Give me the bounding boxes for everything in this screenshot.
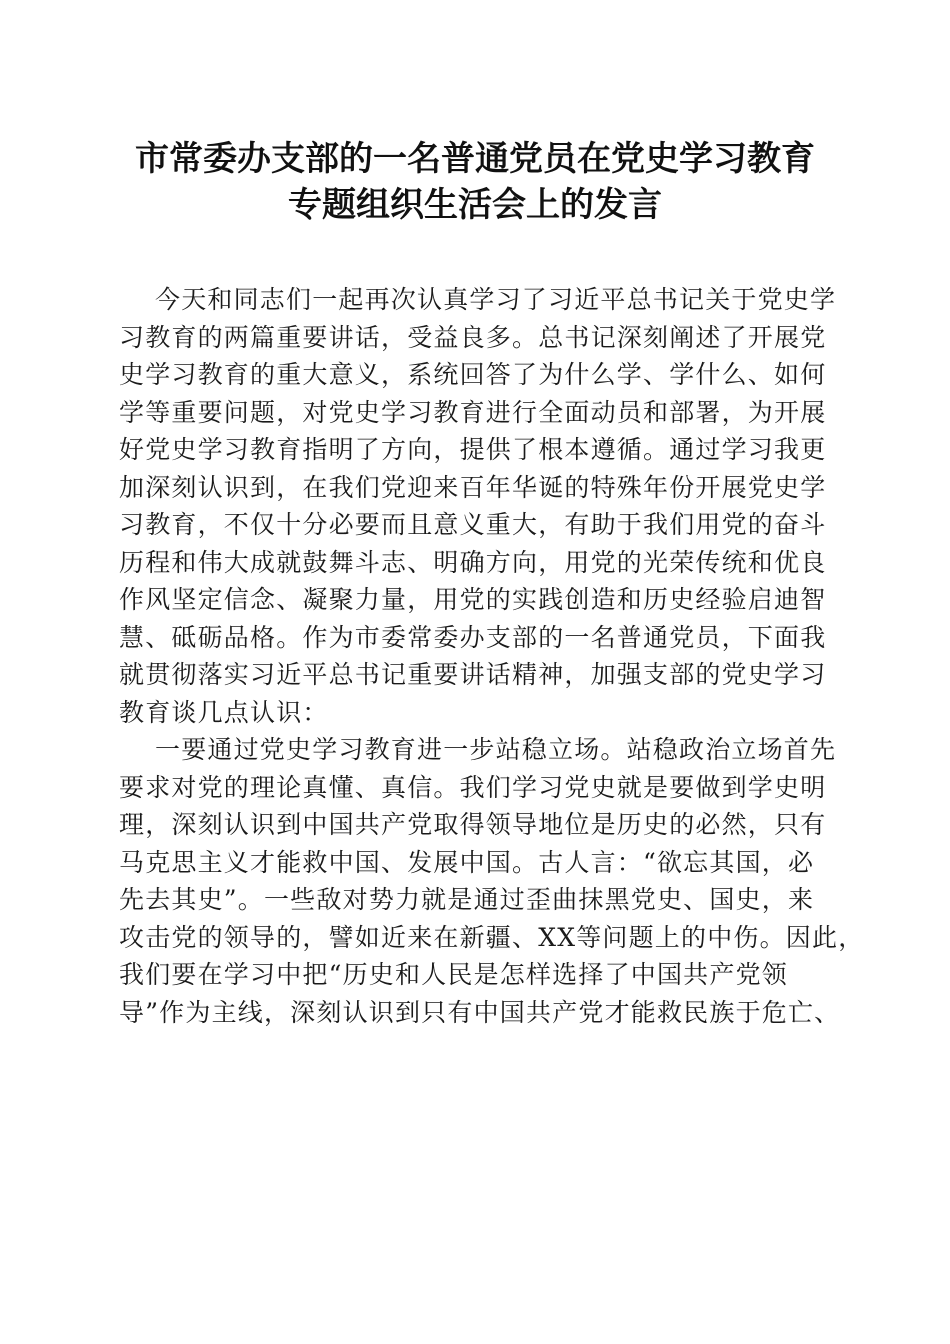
text-line: 我们要在学习中把“历史和人民是怎样选择了中国共产党领 <box>119 960 788 989</box>
document-title <box>100 136 850 228</box>
text-line: 一要通过党史学习教育进一步站稳立场。站稳政治立场首先 <box>155 735 837 764</box>
text-line: 理，深刻认识到中国共产党取得领导地位是历史的必然，只有 <box>119 810 827 839</box>
text-line: 先去其史”。一些敌对势力就是通过歪曲抹黑党史、国史，来 <box>119 885 815 914</box>
text-line: 攻击党的领导的，譬如近来在新疆、XX等问题上的中伤。因此， <box>119 922 865 952</box>
text-line: 慧、砥砺品格。作为市委常委办支部的一名普通党员，下面我 <box>119 622 827 652</box>
text-line: 就贯彻落实习近平总书记重要讲话精神，加强支部的党史学习 <box>119 660 827 689</box>
text-line: 作风坚定信念、凝聚力量，用党的实践创造和历史经验启迪智 <box>119 585 827 614</box>
text-line: 习教育的两篇重要讲话，受益良多。总书记深刻阐述了开展党 <box>119 322 827 352</box>
text-line: 习教育，不仅十分必要而且意义重大，有助于我们用党的奋斗 <box>119 510 827 539</box>
text-line: 加深刻认识到，在我们党迎来百年华诞的特殊年份开展党史学 <box>119 472 827 502</box>
text-line: 今天和同志们一起再次认真学习了习近平总书记关于党史学 <box>155 285 837 314</box>
text-line: 学等重要问题，对党史学习教育进行全面动员和部署，为开展 <box>119 397 827 427</box>
text-line: 马克思主义才能救中国、发展中国。古人言：“欲忘其国，必 <box>119 847 815 877</box>
text-line: 导”作为主线，深刻认识到只有中国共产党才能救民族于危亡、 <box>119 997 841 1027</box>
paragraph-2 <box>119 731 865 1031</box>
text-line: 要求对党的理论真懂、真信。我们学习党史就是要做到学史明 <box>119 772 827 802</box>
text-line: 史学习教育的重大意义，系统回答了为什么学、学什么、如何 <box>119 360 827 389</box>
title-line: 市常委办支部的一名普通党员在党史学习教育 <box>135 139 815 179</box>
text-line: 好党史学习教育指明了方向，提供了根本遵循。通过学习我更 <box>119 435 827 464</box>
paragraph-1 <box>119 281 837 731</box>
text-line: 教育谈几点认识： <box>119 697 329 727</box>
document-body <box>119 281 865 1031</box>
text-line: 历程和伟大成就鼓舞斗志、明确方向，用党的光荣传统和优良 <box>119 547 827 577</box>
title-line: 专题组织生活会上的发言 <box>288 185 662 225</box>
